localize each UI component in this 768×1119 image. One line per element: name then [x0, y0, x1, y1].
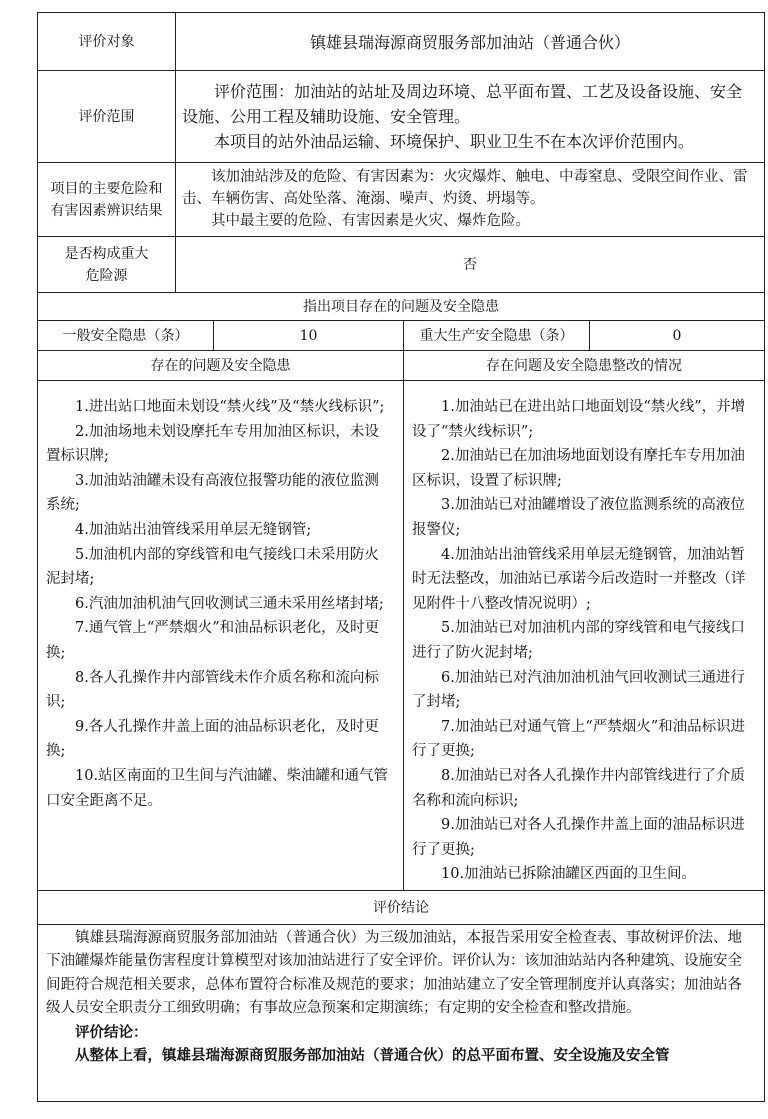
problem-item: 7.通气管上“严禁烟火”和油品标识老化，及时更换;	[46, 620, 380, 661]
scope-line-2: 本项目的站外油品运输、环境保护、职业卫生不在本次评价范围内。	[214, 132, 695, 151]
general-hazard-label: 一般安全隐患（条）	[38, 321, 214, 350]
hazards-line-2: 其中最主要的危险、有害因素是火灾、爆炸危险。	[211, 213, 530, 229]
conclusion-label: 评价结论：	[75, 1023, 148, 1041]
problem-item: 5.加油机内部的穿线管和电气接线口未采用防火泥封堵;	[46, 546, 379, 588]
major-hazard-label: 是否构成重大危险源	[38, 237, 176, 292]
general-hazard-value: 10	[214, 321, 404, 350]
major-hazard-count-label: 重大生产安全隐患（条）	[404, 321, 590, 350]
subject-label: 评价对象	[38, 13, 176, 70]
conclusion-section	[38, 925, 764, 1101]
problem-item: 4.加油站出油管线采用单层无缝钢管;	[75, 521, 312, 538]
conclusion-title: 评价结论	[38, 891, 764, 925]
evaluation-table	[37, 12, 765, 1102]
fix-item: 7.加油站已对通气管上“严禁烟火”和油品标识进行了更换;	[412, 718, 746, 760]
hazards-label: 项目的主要危险和有害因素辨识结果	[38, 163, 176, 236]
problem-item: 2.加油场地未划设摩托车专用加油区标识，未设置标识牌;	[46, 423, 379, 465]
major-hazard-value: 否	[463, 256, 477, 273]
problems-header: 存在的问题及安全隐患	[38, 351, 404, 380]
column-header-row	[38, 351, 764, 381]
fix-item: 1.加油站已在进出站口地面划设“禁火线”，并增设了“禁火线标识”;	[412, 399, 746, 440]
fix-item: 8.加油站已对各人孔操作井内部管线进行了介质名称和流向标识;	[412, 767, 745, 809]
major-hazard-row	[38, 237, 764, 293]
hazards-line-1: 该加油站涉及的危险、有害因素为：火灾爆炸、触电、中毒窒息、受限空间作业、雷击、车辆伤害、高处坠落、淹溺、噪声、灼烫、坍塌等。	[182, 169, 748, 207]
fix-item: 4.加油站出油管线采用单层无缝钢管，加油站暂时无法整改，加油站已承诺今后改造时一并整改（详见附件十八整改情况说明）;	[412, 546, 746, 612]
subject-row	[38, 13, 764, 71]
scope-content	[176, 71, 764, 162]
major-hazard-count-value: 0	[672, 327, 682, 344]
fixes-header: 存在问题及安全隐患整改的情况	[486, 357, 682, 374]
problems-list	[38, 381, 404, 890]
scope-line-1: 评价范围：加油站的站址及周边环境、总平面布置、工艺及设备设施、安全设施、公用工程及辅助设施、安全管理。	[182, 82, 743, 126]
problem-item: 3.加油站油罐未设有高液位报警功能的液位监测系统;	[46, 472, 379, 514]
issues-title: 指出项目存在的问题及安全隐患	[38, 293, 764, 321]
conclusion-summary: 从整体上看，镇雄县瑞海源商贸服务部加油站（普通合伙）的总平面布置、安全设施及安全管	[75, 1047, 670, 1065]
problem-item: 8.各人孔操作井内部管线未作介质名称和流向标识;	[46, 669, 379, 711]
fix-item: 2.加油站已在加油场地面划设有摩托车专用加油区标识，设置了标识牌;	[412, 448, 745, 489]
problem-item: 10.站区南面的卫生间与汽油罐、柴油罐和通气管口安全距离不足。	[46, 767, 389, 809]
issues-lists-row	[38, 381, 764, 891]
problem-item: 9.各人孔操作井盖上面的油品标识老化，及时更换;	[46, 718, 379, 760]
scope-label: 评价范围	[38, 71, 176, 162]
fix-item: 5.加油站已对加油机内部的穿线管和电气接线口进行了防火泥封堵;	[412, 620, 745, 661]
fix-item: 9.加油站已对各人孔操作井盖上面的油品标识进行了更换;	[412, 817, 745, 858]
conclusion-body: 镇雄县瑞海源商贸服务部加油站（普通合伙）为三级加油站，本报告采用安全检查表、事故树评价法、地下油罐爆炸能量伤害程度计算模型对该加油站进行了安全评价。评价认为：该加油站站内各种建筑、设施安全间距符合规范相关要求，总体布置符合标准及规范的要求；加油站建立了安全管理制度并认真落实；加油站各级人员安全职责分工细致明确；有事故应急预案和定期演练；有定期的安全检查和整改措施。	[46, 930, 742, 1017]
scope-row	[38, 71, 764, 163]
hazards-row	[38, 163, 764, 237]
subject-value: 镇雄县瑞海源商贸服务部加油站（普通合伙）	[309, 33, 630, 52]
hazards-content	[176, 163, 764, 236]
problem-item: 6.汽油加油机油气回收测试三通未采用丝堵封堵;	[75, 595, 384, 612]
counts-row	[38, 321, 764, 351]
fix-item: 6.加油站已对汽油加油机油气回收测试三通进行了封堵;	[412, 669, 745, 711]
fix-item: 10.加油站已拆除油罐区西面的卫生间。	[441, 866, 697, 883]
fix-item: 3.加油站已对油罐增设了液位监测系统的高液位报警仪;	[412, 497, 745, 538]
fixes-list	[404, 381, 764, 890]
problem-item: 1.进出站口地面未划设“禁火线”及“禁火线标识”;	[75, 399, 385, 415]
